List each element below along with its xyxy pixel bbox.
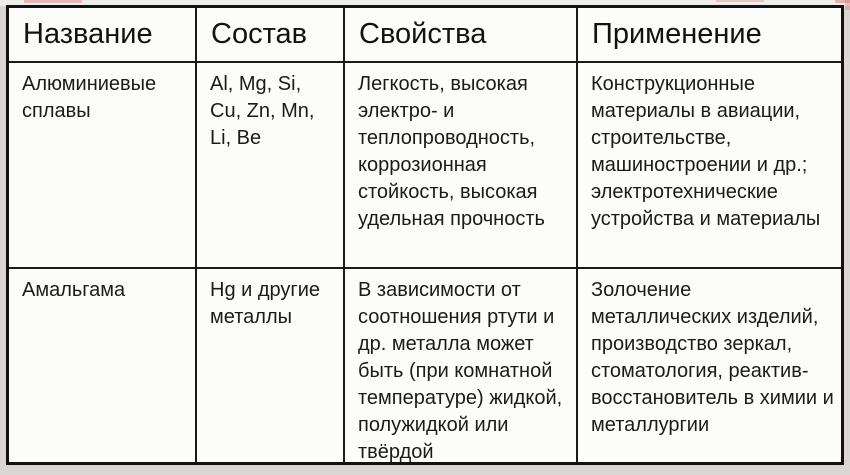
- header-cell-name: Название: [9, 8, 197, 63]
- cell-amalgam-composition: Hg и другие металлы: [197, 269, 345, 462]
- cell-aluminum-composition: Al, Mg, Si, Cu, Zn, Mn, Li, Be: [197, 63, 345, 269]
- cell-aluminum-application: Конструкционные материалы в авиации, строительстве, машиностроении и др.; электротехнические устройства и материалы: [578, 63, 841, 269]
- header-cell-composition: Состав: [197, 8, 345, 63]
- alloys-table: [6, 5, 844, 465]
- cell-amalgam-properties: В зависимости от соотношения ртути и др. металла может быть (при комнатной температуре) жидкой, полужидкой или твёрдой: [345, 269, 578, 462]
- header-cell-properties: Свойства: [345, 8, 578, 63]
- cell-aluminum-name: Алюминиевые сплавы: [9, 63, 197, 269]
- cell-amalgam-name: Амальгама: [9, 269, 197, 462]
- cell-aluminum-properties: Легкость, высокая электро- и теплопроводность, коррозионная стойкость, высокая удельная прочность: [345, 63, 578, 269]
- header-cell-application: Применение: [578, 8, 841, 63]
- cell-amalgam-application: Золочение металлических изделий, производство зеркал, стоматология, реактив-восстановитель в химии и металлургии: [591, 279, 834, 436]
